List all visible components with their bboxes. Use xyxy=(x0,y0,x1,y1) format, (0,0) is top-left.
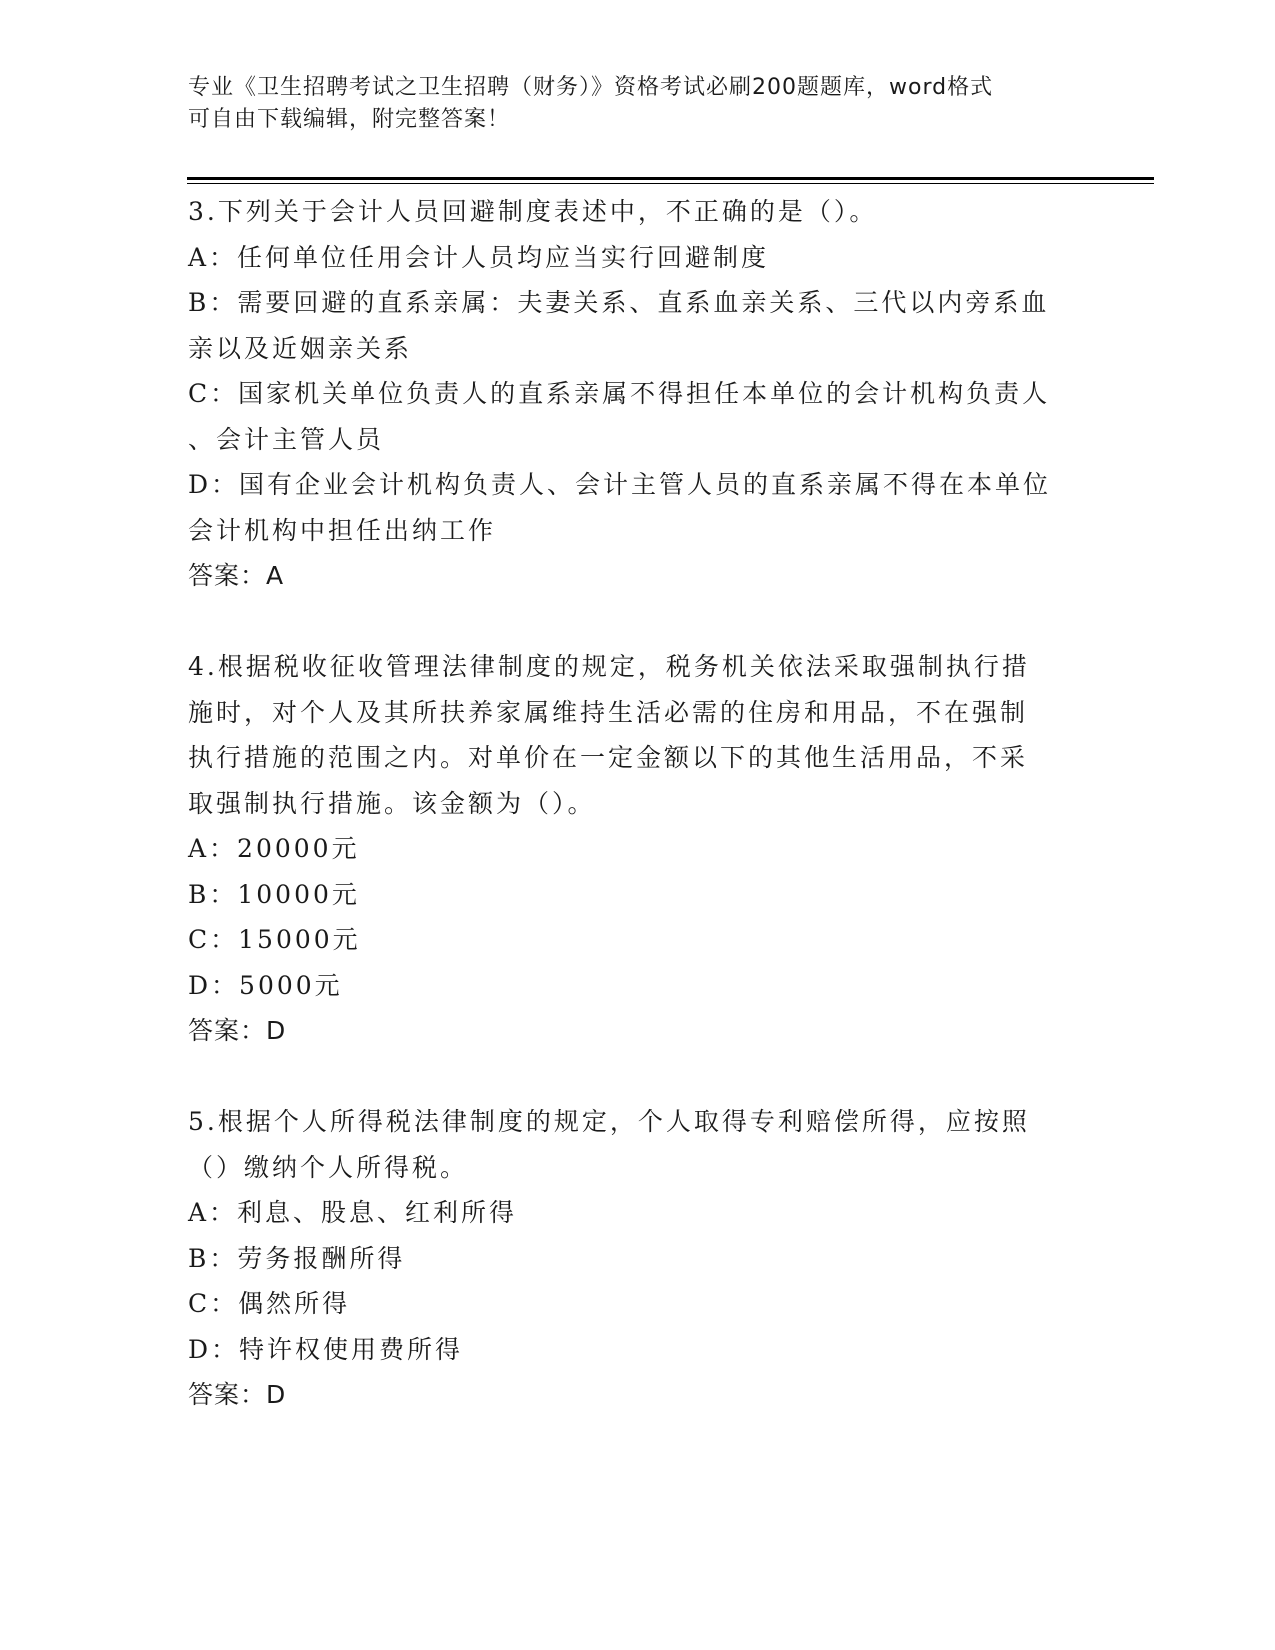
answer-text: 答案：A xyxy=(188,561,285,590)
option-a xyxy=(188,235,1083,281)
question-block xyxy=(188,189,1083,599)
document-header xyxy=(188,72,1068,136)
option-line: 会计机构中担任出纳工作 xyxy=(188,515,497,545)
question-stem-line: 5.根据个人所得税法律制度的规定，个人取得专利赔偿所得，应按照 xyxy=(188,1107,1030,1136)
option-line: B：需要回避的直系亲属：夫妻关系、直系血亲关系、三代以内旁系血 xyxy=(188,288,1050,317)
question-list xyxy=(188,189,1083,1463)
header-rule-thin xyxy=(187,183,1154,184)
option-line: D：特许权使用费所得 xyxy=(188,1334,464,1364)
option-b xyxy=(188,1236,1083,1282)
option-b xyxy=(188,280,1083,371)
question-stem-line: （）缴纳个人所得税。 xyxy=(188,1152,469,1182)
question-stem-line: 4.根据税收征收管理法律制度的规定，税务机关依法采取强制执行措 xyxy=(188,652,1030,681)
option-line: C：国家机关单位负责人的直系亲属不得担任本单位的会计机构负责人 xyxy=(188,379,1051,408)
option-line: B：劳务报酬所得 xyxy=(188,1243,406,1273)
question-stem-line: 施时，对个人及其所扶养家属维持生活必需的住房和用品，不在强制 xyxy=(188,697,1029,727)
option-b xyxy=(188,872,1083,918)
option-line: B：10000元 xyxy=(188,879,360,909)
option-d xyxy=(188,963,1083,1009)
header-line-1: 专业《卫生招聘考试之卫生招聘（财务）》资格考试必刷200题题库，word格式 xyxy=(188,75,994,100)
option-line: A：任何单位任用会计人员均应当实行回避制度 xyxy=(188,242,770,272)
option-line: D：国有企业会计机构负责人、会计主管人员的直系亲属不得在本单位 xyxy=(188,470,1052,499)
option-d xyxy=(188,1327,1083,1373)
option-d xyxy=(188,462,1083,553)
question-stem-line: 取强制执行措施。该金额为（）。 xyxy=(188,788,596,818)
option-line: 、会计主管人员 xyxy=(188,424,385,454)
answer-text: 答案：D xyxy=(188,1380,287,1409)
option-line: C：偶然所得 xyxy=(188,1289,351,1318)
option-c xyxy=(188,917,1083,963)
header-rule-thick xyxy=(187,177,1154,180)
option-a xyxy=(188,1190,1083,1236)
option-line: D：5000元 xyxy=(188,970,343,1000)
option-a xyxy=(188,826,1083,872)
option-line: A：利息、股息、红利所得 xyxy=(188,1198,518,1227)
answer-text: 答案：D xyxy=(188,1016,287,1045)
question-stem-line: 执行措施的范围之内。对单价在一定金额以下的其他生活用品，不采 xyxy=(188,743,1029,772)
option-line: 亲以及近姻亲关系 xyxy=(188,333,413,363)
option-line: C：15000元 xyxy=(188,925,361,954)
option-line: A：20000元 xyxy=(188,834,360,863)
question-block xyxy=(188,1099,1083,1418)
option-c xyxy=(188,371,1083,462)
header-line-2: 可自由下载编辑，附完整答案！ xyxy=(188,107,511,132)
option-c xyxy=(188,1281,1083,1327)
question-block xyxy=(188,644,1083,1054)
question-stem-line: 3.下列关于会计人员回避制度表述中，不正确的是（）。 xyxy=(188,197,878,226)
